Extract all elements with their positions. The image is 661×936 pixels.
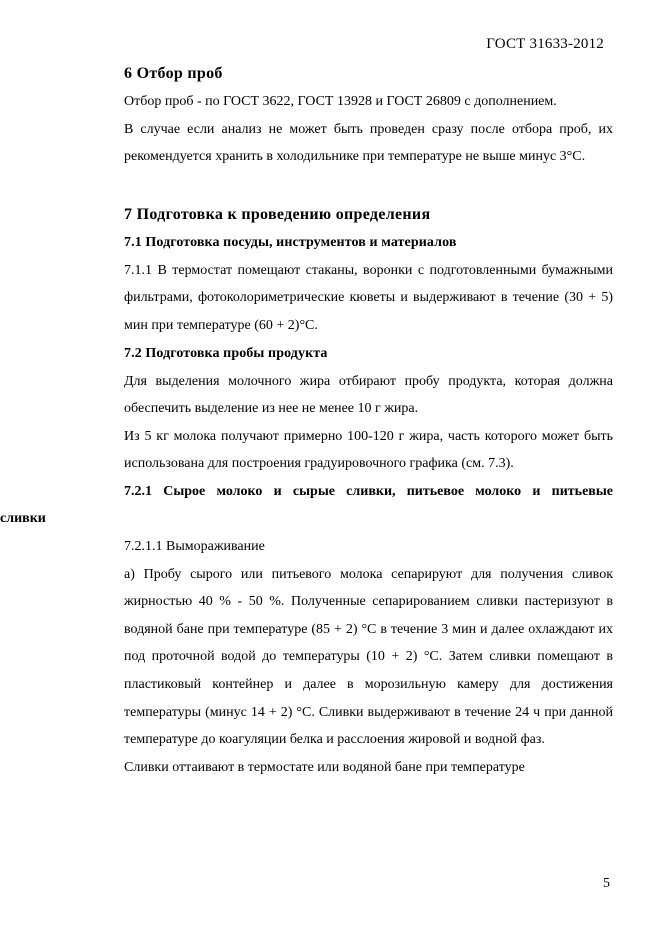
page-content — [0, 60, 613, 781]
clause-7-1-1: 7.1.1 В термостат помещают стаканы, воронки с подготовленными бумажными фильтрами, фотоколориметрические кюветы и выдерживают в течение (30 + 5) мин при температуре (60 + 2)°С. — [124, 262, 613, 333]
subsection-7-2-1-title-line-2: сливки — [0, 511, 46, 527]
subsection-7-2-paragraph-1: Для выделения молочного жира отбирают пробу продукта, которая должна обеспечить выделение из нее не менее 10 г жира. — [124, 373, 613, 417]
section-6-paragraph-2: В случае если анализ не может быть проведен сразу после отбора проб, их рекомендуется хранить в холодильнике при температуре не выше минус 3°С. — [124, 121, 613, 165]
section-6-title: 6 Отбор проб — [124, 65, 223, 82]
subsection-7-2-1-title — [0, 478, 613, 533]
clause-7-2-1-1-paragraph: Сливки оттаивают в термостате или водяной бане при температуре — [124, 759, 525, 775]
subsection-7-2-paragraph-2: Из 5 кг молока получают примерно 100-120 г жира, часть которого может быть использована для построения градуировочного графика (см. 7.3). — [124, 428, 613, 472]
clause-7-2-1-1-item-a: а) Пробу сырого или питьевого молока сепарируют для получения сливок жирностью 40 % - 50 %. Полученные сепарированием сливки пастеризуют в водяной бане при температуре (85 + 2) °С в течение 3 мин и далее охлаждают их под проточной водой до температуры (10 + 2) °С. Затем сливки помещают в пластиковый контейнер и далее в морозильную камеру для достижения температуры (минус 14 + 2) °С. Сливки выдерживают в течение 24 ч при данной температуре до коагуляции белка и расслоения жировой и водной фаз. — [124, 566, 613, 748]
spacer — [124, 171, 613, 201]
section-6-paragraph-1: Отбор проб - по ГОСТ 3622, ГОСТ 13928 и ГОСТ 26809 с дополнением. — [124, 94, 557, 109]
page-number: 5 — [603, 876, 610, 891]
clause-7-2-1-1-title: 7.2.1.1 Вымораживание — [124, 538, 265, 554]
subsection-7-2-1-title-line-1: 7.2.1 Сырое молоко и сырые сливки, питьевое молоко и питьевые — [124, 483, 613, 499]
subsection-7-2-title: 7.2 Подготовка пробы продукта — [124, 345, 328, 361]
document-code-header: ГОСТ 31633-2012 — [486, 36, 604, 52]
subsection-7-1-title: 7.1 Подготовка посуды, инструментов и материалов — [124, 234, 457, 250]
section-7-title: 7 Подготовка к проведению определения — [124, 205, 431, 223]
